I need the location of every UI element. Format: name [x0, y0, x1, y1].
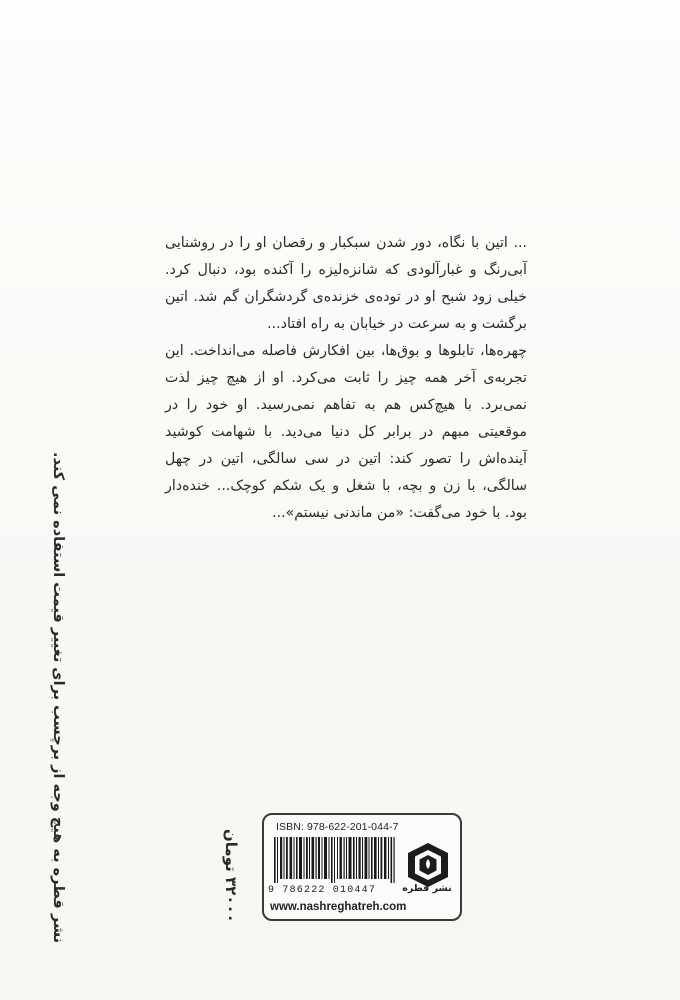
blurb-text — [165, 230, 527, 527]
blurb-paragraph-1: ... اتین با نگاه، دور شدن سبکبار و رقصان او را در روشنایی آبی‌رنگ و غبارآلودی که شانزه‌لیزه را آکنده بود، دنبال کرد. خیلی زود شبح او در توده‌ی خزنده‌ی گردشگران گم شد. اتین برگشت و به سرعت در خیابان به راه افتاد... — [165, 235, 527, 332]
barcode-icon — [274, 837, 396, 883]
isbn-label: ISBN: 978-622-201-044-7 — [276, 821, 399, 833]
price-label: ۳۲۰۰۰ تومان — [222, 829, 240, 923]
isbn-barcode-panel — [262, 813, 462, 921]
publisher-website: www.nashreghatreh.com — [270, 901, 407, 913]
price-policy-note: نشر قطره به هیچ وجه از برچسب برای تغییر قیمت استفاده نمی کند. — [50, 451, 66, 943]
barcode-digits: 9 786222 010447 — [268, 885, 377, 896]
blurb-paragraph-2: چهره‌ها، تابلوها و بوق‌ها، بین افکارش فاصله می‌انداخت. این تجربه‌ی آخر همه چیز را ثابت می‌کرد. او از هیچ چیز لذت نمی‌برد. با هیچ‌کس هم به تفاهم نمی‌رسید. او خود را در موقعیتی مبهم در برابر کل دنیا می‌دید. با شهامت کوشید آینده‌اش را تصور کند: اتین در سی سالگی، اتین در چهل سالگی، با زن و بچه، با شغل و یک شکم کوچک... خنده‌دار بود. با خود می‌گفت: «من ماندنی نیستم»... — [165, 343, 527, 521]
publisher-logo-text: نشر قطره — [402, 883, 452, 894]
